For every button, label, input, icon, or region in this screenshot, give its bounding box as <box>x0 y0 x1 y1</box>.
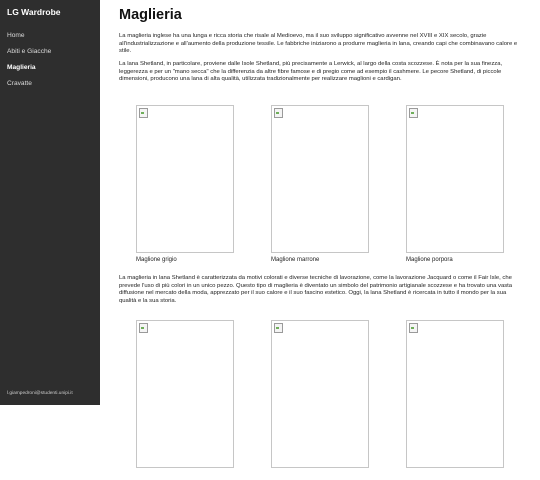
sidebar-nav <box>7 28 51 92</box>
site-brand[interactable]: LG Wardrobe <box>7 7 61 17</box>
gallery-item <box>271 320 369 468</box>
product-image[interactable] <box>271 105 369 253</box>
gallery-item <box>406 105 504 263</box>
product-caption: Maglione marrone <box>271 257 320 263</box>
gallery-item <box>406 320 504 468</box>
intro-paragraph: La maglieria inglese ha una lunga e ricca storia che risale al Medioevo, ma il suo sviluppo significativo avvenne nel XVIII e XIX secolo, grazie all'industrializzazione e all'aumento della produzione tessile. Le fabbriche iniziarono a produrre maglieria in lana, creando capi che combinavano calore e stile. <box>119 33 518 55</box>
broken-image-icon <box>409 323 418 333</box>
product-gallery <box>136 105 506 265</box>
broken-image-icon <box>139 323 148 333</box>
page-title: Maglieria <box>119 7 182 23</box>
gallery-item <box>271 105 369 263</box>
sidebar-item-home[interactable]: Home <box>7 32 25 39</box>
broken-image-icon <box>274 108 283 118</box>
sidebar-item-cravatte[interactable]: Cravatte <box>7 80 32 87</box>
footer-email[interactable]: l.giampedroni@studenti.unipi.it <box>7 391 73 396</box>
broken-image-icon <box>139 108 148 118</box>
product-image[interactable] <box>406 320 504 468</box>
shetland-paragraph: La lana Shetland, in particolare, proviene dalle Isole Shetland, più precisamente a Lerwick, al largo della costa scozzese. È nota per la sua finezza, leggerezza e per un "mano secca" che la differenzia da altre fibre famose e di pregio come ad esempio il cashmere. Le pecore Shetland, di piccole dimensioni, producono una lana di alta qualità, utilizzata tradizionalmente per realizzare maglioni e cardigan. <box>119 61 503 83</box>
product-image[interactable] <box>406 105 504 253</box>
product-caption: Maglione grigio <box>136 257 177 263</box>
product-image[interactable] <box>271 320 369 468</box>
product-caption: Maglione porpora <box>406 257 453 263</box>
sidebar-item-maglieria[interactable]: Maglieria <box>7 64 36 71</box>
product-image[interactable] <box>136 320 234 468</box>
product-image[interactable] <box>136 105 234 253</box>
broken-image-icon <box>409 108 418 118</box>
product-gallery-2 <box>136 320 506 480</box>
broken-image-icon <box>274 323 283 333</box>
gallery-item <box>136 320 234 468</box>
sidebar <box>0 0 100 405</box>
gallery-item <box>136 105 234 263</box>
sidebar-item-abiti-e-giacche[interactable]: Abiti e Giacche <box>7 48 52 55</box>
main-content <box>119 0 529 405</box>
fair-isle-paragraph: La maglieria in lana Shetland è caratterizzata da motivi colorati e diverse tecniche di lavorazione, come la lavorazione Jacquard o come il Fair Isle, che prevede l'uso di più colori in un unico pezzo. Questo tipo di maglieria è diventato un simbolo del patrimonio artigianale scozzese e ha trovato una vasta diffusione nel mercato della moda, apprezzato per il suo calore e il suo fascino estetico. Oggi, la lana Shetland è ricercata in tutto il mondo per la sua qualità e la sua storia. <box>119 275 513 304</box>
